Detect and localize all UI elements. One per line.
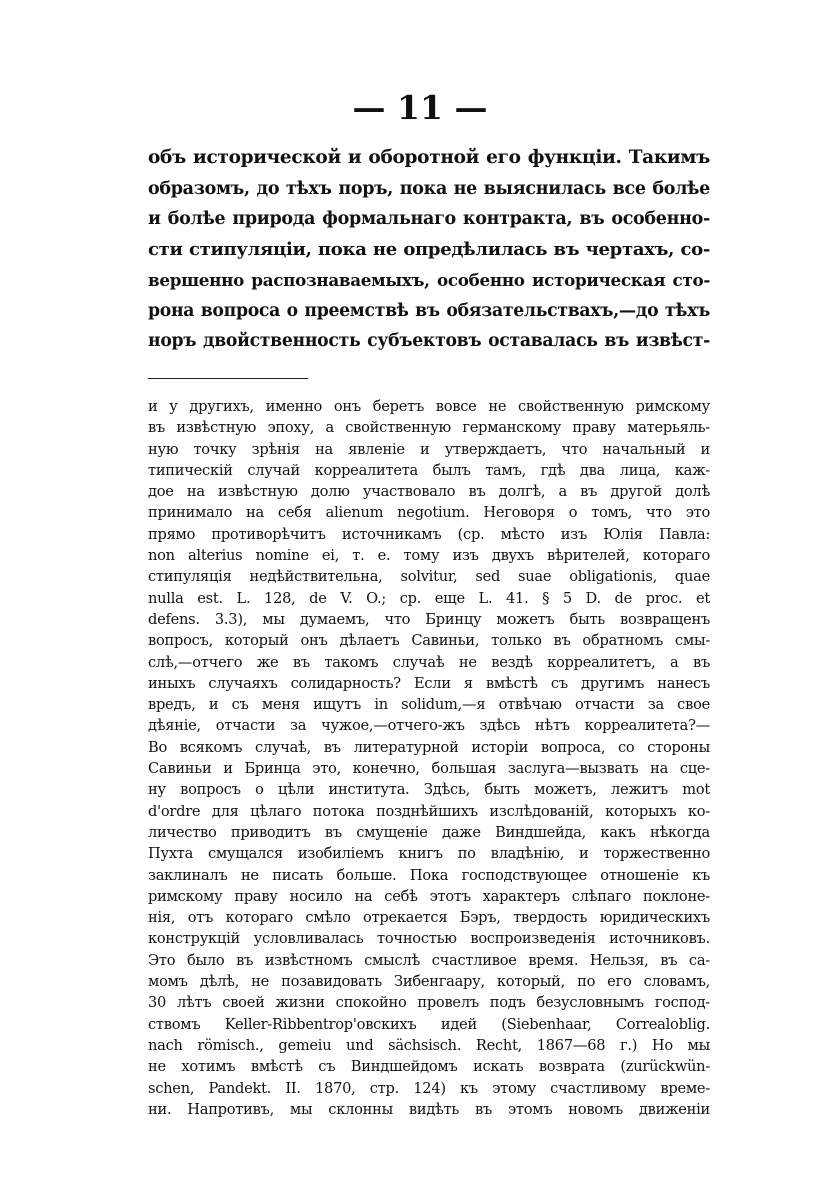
main-line: образомъ, до тѣхъ поръ, пока не выяснилась все болѣе	[148, 178, 710, 199]
footnote-line: момъ дѣлѣ, не позавидовать Зибенгаару, который, по его словамъ,	[148, 973, 710, 991]
footnote-line: римскому праву носило на себѣ этотъ характеръ слѣпаго поклоне-	[148, 887, 710, 905]
footnote-line: заклиналъ не писать больше. Пока господствующее отношеніе къ	[148, 866, 710, 884]
main-paragraph	[148, 143, 710, 357]
footnote-line: въ извѣстную эпоху, а свойственную германскому праву матерьяль-	[148, 419, 710, 437]
footnote-line: и у другихъ, именно онъ беретъ вовсе не свойственную римскому	[148, 398, 710, 415]
footnote-line: дое на извѣстную долю участвовало въ долгѣ, а въ другой долѣ	[148, 483, 710, 501]
main-line: объ исторической и оборотной его функціи. Такимъ	[148, 147, 710, 168]
footnote-line: ную точку зрѣнія на явленіе и утверждаетъ, что начальный и	[148, 440, 710, 458]
footnote-line: ствомъ Keller-Ribbentrop'овскихъ идей (Siebenhaar, Correaloblig.	[148, 1015, 710, 1033]
main-line: и болѣе природа формальнаго контракта, въ особенно-	[148, 209, 710, 229]
footnote-line: Пухта смущался изобиліемъ книгъ по владѣнію, и торжественно	[148, 845, 710, 863]
main-line: вершенно распознаваемыхъ, особенно историческая сто-	[148, 270, 710, 290]
footnote-line: schen, Pandekt. II. 1870, стр. 124) къ этому счастливому време-	[148, 1079, 710, 1097]
footnote-line: прямо противорѣчитъ источникамъ (ср. мѣсто изъ Юлія Павла:	[148, 525, 710, 543]
footnote-line: конструкцій условливалась точностью воспроизведенія источниковъ.	[148, 930, 710, 948]
footnote-line: типическій случай корреалитета былъ тамъ, гдѣ два лица, каж-	[148, 461, 710, 479]
footnote-line: non alterius nomine ei, т. е. тому изъ двухъ вѣрителей, котораго	[148, 547, 710, 565]
footnote-line: Савиньи и Бринца это, конечно, большая заслуга—вызвать на сце-	[148, 760, 710, 778]
footnote-line: вредъ, и съ меня ищутъ in solidum,—я отвѣчаю отчасти за свое	[148, 696, 710, 714]
main-line: сти стипуляціи, пока не опредѣлилась въ чертахъ, со-	[148, 238, 710, 260]
main-line: норъ двойственность субъектовъ оставалась въ извѣст-	[148, 331, 710, 351]
footnote-line: дѣяніе, отчасти за чужое,—отчего-жъ здѣсь нѣтъ корреалитета?—	[148, 717, 710, 735]
footnote-line: ни. Напротивъ, мы склонны видѣть въ этомъ новомъ движеніи	[148, 1100, 710, 1118]
footnote-line: defens. 3.3), мы думаемъ, что Бринцу можетъ быть возвращенъ	[148, 610, 710, 628]
main-line: рона вопроса о преемствѣ въ обязательствахъ,—до тѣхъ	[148, 300, 710, 321]
footnote-line: стипуляція недѣйствительна, solvitur, sed suae obligationis, quae	[148, 568, 710, 586]
footnote-line: Это было въ извѣстномъ смыслѣ счастливое время. Нельзя, въ са-	[148, 951, 710, 969]
footnote-line: личество приводитъ въ смущеніе даже Виндшейда, какъ нѣкогда	[148, 823, 710, 841]
footnote-line: nach römisch., gemeiu und sächsisch. Recht, 1867—68 г.) Но мы	[148, 1036, 710, 1054]
page-number: — 11 —	[352, 88, 488, 127]
footnote-line: вопросъ, который онъ дѣлаетъ Савиньи, только въ обратномъ смы-	[148, 632, 710, 650]
footnote-line: d'ordre для цѣлаго потока позднѣйшихъ изслѣдованій, которыхъ ко-	[148, 802, 710, 820]
footnote-line: nulla est. L. 128, de V. O.; ср. еще L. 41. § 5 D. de proc. et	[148, 589, 710, 607]
footnote-line: слѣ,—отчего же въ такомъ случаѣ не вездѣ корреалитетъ, а въ	[148, 653, 710, 671]
footnote-line: принимало на себя alienum negotium. Неговоря о томъ, что это	[148, 504, 710, 522]
footnote-separator	[148, 378, 308, 379]
footnote-line: нія, отъ котораго смѣло отрекается Бэръ, твердость юридическихъ	[148, 909, 710, 927]
footnote-line: ну вопросъ о цѣли института. Здѣсь, быть можетъ, лежитъ mot	[148, 781, 710, 799]
footnote-line: Во всякомъ случаѣ, въ литературной исторіи вопроса, со стороны	[148, 738, 710, 756]
footnote-line: 30 лѣтъ своей жизни спокойно провелъ подъ безусловнымъ господ-	[148, 994, 710, 1012]
footnote-line: иныхъ случаяхъ солидарность? Если я вмѣстѣ съ другимъ нанесъ	[148, 674, 710, 692]
footnote	[148, 396, 710, 1120]
footnote-line: не хотимъ вмѣстѣ съ Виндшейдомъ искать возврата (zurückwün-	[148, 1058, 710, 1076]
